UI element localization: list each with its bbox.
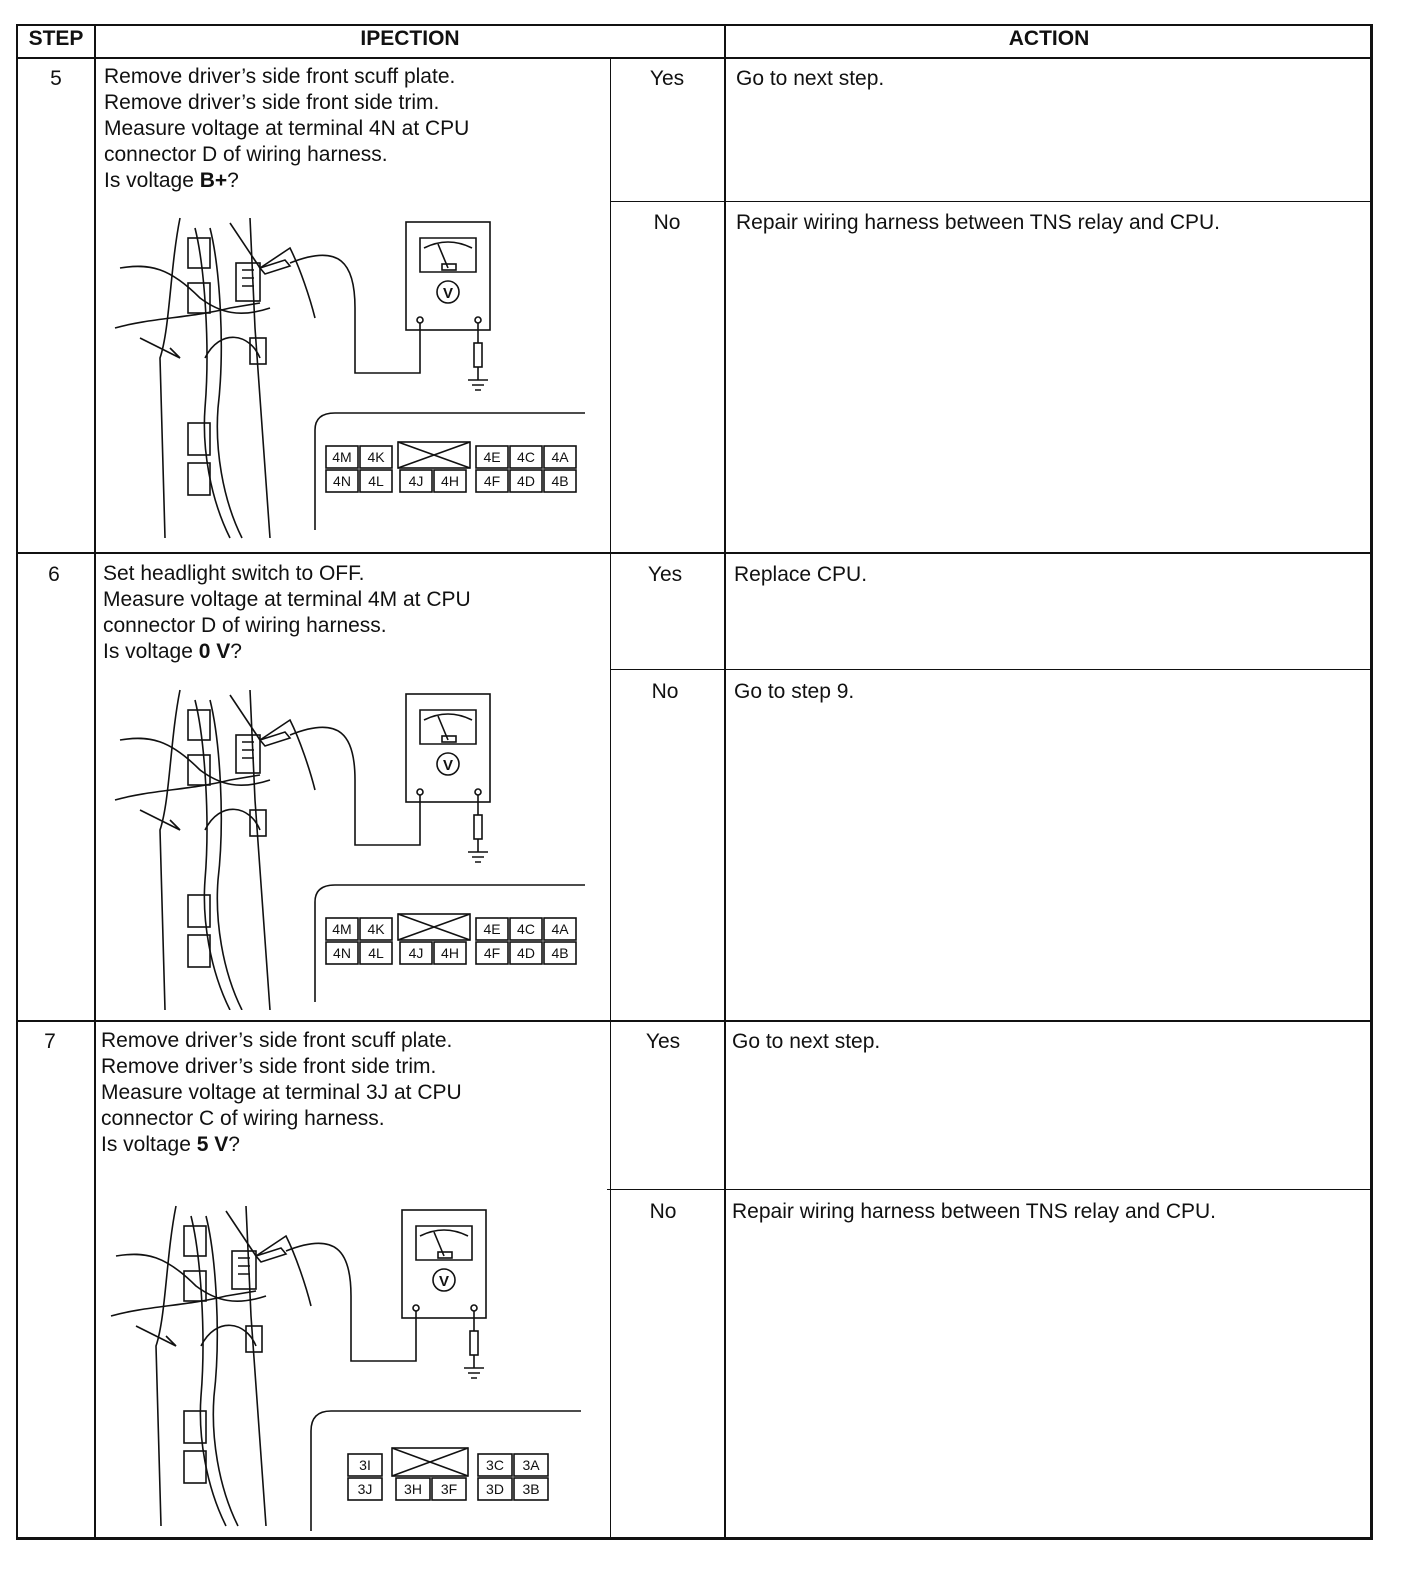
connector-pin-label: 4N — [333, 473, 351, 489]
inspection-line: Remove driver’s side front side trim. — [104, 91, 440, 114]
inspection-line: connector D of wiring harness. — [104, 143, 388, 166]
connector-pin-label: 4K — [367, 921, 385, 937]
connector-pin-label: 4F — [483, 473, 501, 489]
connector-pin-label: 3C — [486, 1457, 504, 1473]
no-action: Repair wiring harness between TNS relay and CPU. — [732, 1200, 1217, 1223]
no-label: No — [649, 1200, 677, 1223]
connector-pin-label: 4K — [367, 449, 385, 465]
step-number: 7 — [44, 1030, 56, 1053]
voltmeter-pivot — [438, 1252, 452, 1258]
ground-symbol — [468, 839, 488, 862]
voltmeter-scale — [424, 714, 472, 720]
inspection-line: Remove driver’s side front scuff plate. — [104, 65, 456, 88]
connector-pin-label: 4B — [551, 473, 569, 489]
voltmeter-symbol: V — [438, 1273, 450, 1290]
wire — [206, 1216, 238, 1526]
connector-blank-cross — [398, 442, 470, 468]
connector-blank-cross — [398, 914, 470, 940]
connector-blank-cross — [392, 1448, 468, 1476]
voltmeter-pivot — [442, 264, 456, 270]
header-inspection: IPECTION — [360, 27, 460, 50]
inspection-question: Is voltage 5 V? — [101, 1133, 240, 1156]
probe-wire — [286, 1243, 416, 1361]
connector-pin-label: 4L — [368, 945, 384, 961]
connector-pin-label: 4C — [517, 449, 535, 465]
header-action: ACTION — [1008, 27, 1090, 50]
inspection-line: Remove driver’s side front scuff plate. — [101, 1029, 453, 1052]
connector-block — [188, 710, 210, 740]
connector-pin-label: 4C — [517, 921, 535, 937]
inspection-line: Measure voltage at terminal 4M at CPU — [103, 588, 471, 611]
table-border — [16, 24, 18, 1539]
inspection-figure — [110, 208, 590, 548]
connector-block — [184, 1451, 206, 1483]
wire — [120, 266, 270, 313]
connector-pin-label: 4D — [517, 473, 535, 489]
connector-pin-label: 4A — [551, 921, 569, 937]
bracket — [140, 810, 180, 830]
inspection-text — [101, 1028, 462, 1158]
trim-panel-outline — [160, 690, 180, 1010]
inspection-line: Remove driver’s side front side trim. — [101, 1055, 437, 1078]
connector-block — [188, 935, 210, 967]
bracket — [136, 1326, 176, 1346]
wire — [205, 337, 260, 358]
yes-no-divider — [607, 1189, 1373, 1190]
ground-lead — [470, 1331, 478, 1355]
yes-action: Go to next step. — [732, 1030, 881, 1053]
yes-label: Yes — [649, 67, 685, 90]
connector-pin-label: 3J — [357, 1481, 373, 1497]
ground-lead — [474, 815, 482, 839]
column-divider — [610, 57, 611, 1539]
header-step: STEP — [28, 27, 84, 50]
column-divider — [724, 24, 726, 1539]
connector-pin-label: 4H — [441, 945, 459, 961]
step-number: 6 — [48, 563, 60, 586]
connector-pin-label: 4E — [483, 921, 501, 937]
yes-label: Yes — [645, 1030, 681, 1053]
step-number: 5 — [50, 67, 62, 90]
inspection-line: connector D of wiring harness. — [103, 614, 387, 637]
voltmeter-terminal — [417, 789, 423, 795]
voltmeter-terminal — [475, 317, 481, 323]
probe-wire — [290, 255, 420, 373]
inspection-question: Is voltage 0 V? — [103, 640, 242, 663]
inspection-line: Set headlight switch to OFF. — [103, 562, 365, 585]
no-label: No — [651, 680, 679, 703]
voltmeter-terminal — [413, 1305, 419, 1311]
connector-pin-label: 4F — [483, 945, 501, 961]
probe — [256, 1248, 286, 1262]
connector-pin-label: 4J — [408, 473, 424, 489]
wire — [205, 809, 260, 830]
cpu-connector — [236, 735, 260, 773]
connector-pin-label: 4N — [333, 945, 351, 961]
connector-pin-label: 4M — [332, 449, 352, 465]
inspection-text — [103, 561, 471, 665]
probe — [260, 260, 290, 274]
inspection-question: Is voltage B+? — [104, 169, 239, 192]
voltmeter-scale — [424, 242, 472, 248]
row-divider — [16, 1020, 1373, 1022]
wire — [201, 1325, 256, 1346]
connector-block — [188, 463, 210, 495]
trim-panel-outline — [156, 1206, 176, 1526]
wire — [120, 738, 270, 785]
connector-pin-label: 3I — [359, 1457, 371, 1473]
connector-pin-label: 3H — [404, 1481, 422, 1497]
connector-pin-label: 4H — [441, 473, 459, 489]
yes-action: Go to next step. — [736, 67, 885, 90]
inspection-figure — [110, 680, 590, 1010]
no-action: Go to step 9. — [734, 680, 855, 703]
table-rule — [16, 57, 1373, 59]
yes-action: Replace CPU. — [734, 563, 868, 586]
ground-symbol — [468, 367, 488, 390]
inspection-figure — [106, 1196, 586, 1536]
inspection-text — [104, 64, 469, 194]
wire — [116, 1254, 266, 1301]
connector-pin-label: 4E — [483, 449, 501, 465]
connector-block — [188, 895, 210, 927]
voltmeter-symbol: V — [442, 757, 454, 774]
yes-label: Yes — [647, 563, 683, 586]
voltmeter-scale — [420, 1230, 468, 1236]
inspection-line: Measure voltage at terminal 3J at CPU — [101, 1081, 462, 1104]
wire — [210, 700, 242, 1010]
connector-pin-label: 4D — [517, 945, 535, 961]
voltmeter-terminal — [475, 789, 481, 795]
connector-block — [188, 423, 210, 455]
voltmeter-terminal — [417, 317, 423, 323]
cpu-connector — [232, 1251, 256, 1289]
probe — [260, 732, 290, 746]
connector-block — [184, 1411, 206, 1443]
wire — [210, 228, 242, 538]
inspection-line: connector C of wiring harness. — [101, 1107, 385, 1130]
connector-block — [184, 1226, 206, 1256]
no-label: No — [653, 211, 681, 234]
inspection-line: Measure voltage at terminal 4N at CPU — [104, 117, 470, 140]
column-divider — [94, 24, 96, 1539]
no-action: Repair wiring harness between TNS relay and CPU. — [736, 211, 1221, 234]
connector-pin-label: 4L — [368, 473, 384, 489]
connector-pin-label: 3B — [522, 1481, 540, 1497]
connector-pin-label: 3D — [486, 1481, 504, 1497]
voltmeter-terminal — [471, 1305, 477, 1311]
connector-pin-label: 4M — [332, 921, 352, 937]
trim-panel-outline — [160, 218, 180, 538]
voltmeter-symbol: V — [442, 285, 454, 302]
table-border — [1370, 24, 1373, 1539]
voltmeter-pivot — [442, 736, 456, 742]
connector-pin-label: 3A — [522, 1457, 540, 1473]
row-divider — [16, 552, 1373, 554]
probe-wire — [290, 727, 420, 845]
ground-lead — [474, 343, 482, 367]
bracket — [140, 338, 180, 358]
connector-block — [188, 238, 210, 268]
connector-pin-label: 4B — [551, 945, 569, 961]
connector-pin-label: 4A — [551, 449, 569, 465]
ground-symbol — [464, 1355, 484, 1378]
connector-pin-label: 3F — [440, 1481, 458, 1497]
table-border — [16, 1537, 1373, 1540]
table-border — [16, 24, 1373, 26]
connector-callout — [311, 1411, 581, 1531]
cpu-connector — [236, 263, 260, 301]
connector-pin-label: 4J — [408, 945, 424, 961]
